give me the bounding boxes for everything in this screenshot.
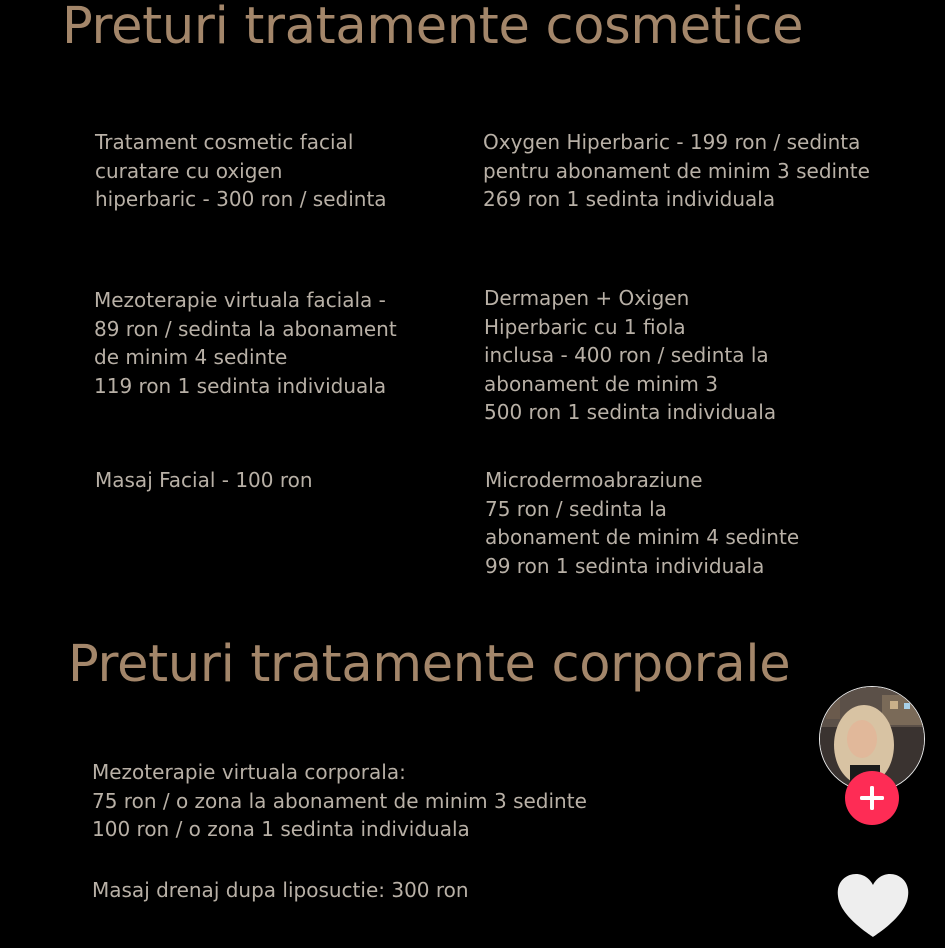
price-line: Mezoterapie virtuala corporala: <box>92 760 406 784</box>
facial-mesotherapy-price-block <box>94 286 397 400</box>
price-line: 119 ron 1 sedinta individuala <box>94 373 387 398</box>
drainage-massage-price-block <box>92 876 469 905</box>
body-mesotherapy-price-block <box>92 758 587 844</box>
body-prices-heading: Preturi tratamente corporale <box>68 635 791 694</box>
price-line: Hiperbaric cu 1 fiola <box>484 314 686 339</box>
price-line: hiperbaric - 300 ron / sedinta <box>95 187 387 211</box>
heart-icon <box>836 872 910 940</box>
price-line: 269 ron 1 sedinta individuala <box>483 187 776 211</box>
price-line: Mezoterapie virtuala faciala - <box>94 288 386 312</box>
price-line: 89 ron / sedinta la abonament <box>94 316 397 341</box>
price-line: 99 ron 1 sedinta individuala <box>485 553 765 578</box>
cosmetic-prices-heading: Preturi tratamente cosmetice <box>62 0 804 56</box>
price-line: abonament de minim 3 <box>484 371 718 396</box>
price-line: Masaj drenaj dupa liposuctie: 300 ron <box>92 878 469 902</box>
follow-button[interactable] <box>845 771 899 825</box>
price-line: inclusa - 400 ron / sedinta la <box>484 343 769 367</box>
price-line: 75 ron / o zona la abonament de minim 3 sedinte <box>92 788 587 813</box>
price-line: Microdermoabraziune <box>485 468 703 492</box>
price-line: 100 ron / o zona 1 sedinta individuala <box>92 817 470 841</box>
dermapen-price-block <box>484 284 776 427</box>
price-line: curatare cu oxigen <box>95 158 283 183</box>
like-button[interactable] <box>836 872 910 940</box>
oxygen-hyperbaric-price-block <box>483 128 870 214</box>
price-line: 75 ron / sedinta la <box>485 496 667 521</box>
plus-icon <box>845 771 899 825</box>
price-line: Oxygen Hiperbaric - 199 ron / sedinta <box>483 130 861 154</box>
facial-oxygen-price-block <box>95 128 387 214</box>
price-line: pentru abonament de minim 3 sedinte <box>483 158 870 183</box>
facial-massage-price-block <box>95 466 313 495</box>
microdermabrasion-price-block <box>485 466 799 580</box>
price-line: Dermapen + Oxigen <box>484 286 690 310</box>
price-line: Masaj Facial - 100 ron <box>95 468 313 492</box>
price-line: 500 ron 1 sedinta individuala <box>484 400 777 424</box>
price-line: de minim 4 sedinte <box>94 345 288 369</box>
heart-shape <box>838 874 909 937</box>
price-line: abonament de minim 4 sedinte <box>485 525 800 549</box>
price-line: Tratament cosmetic facial <box>95 130 354 154</box>
